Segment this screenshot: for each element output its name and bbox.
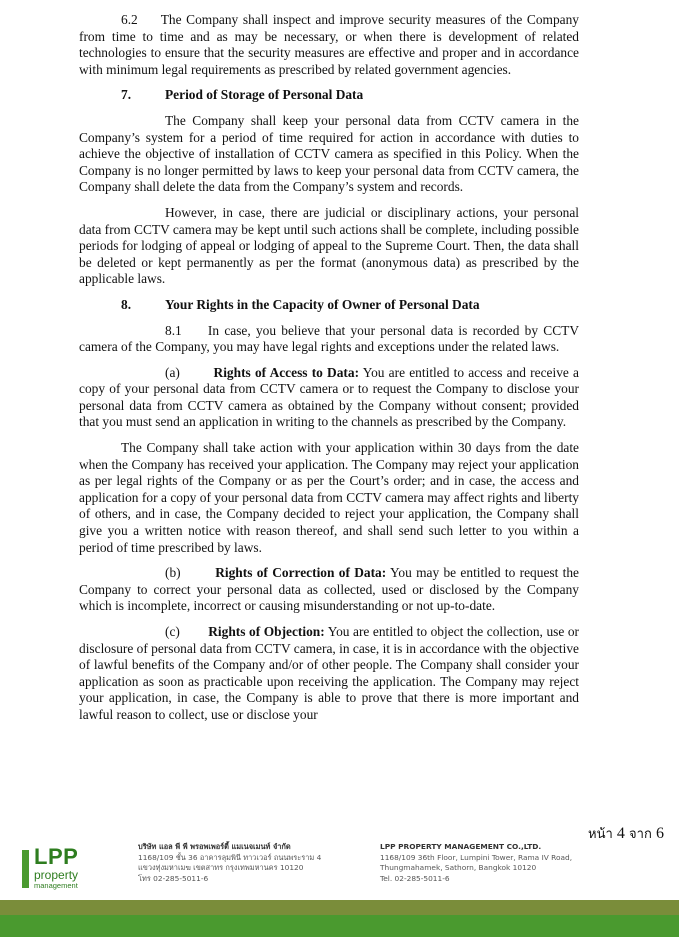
page-of: จาก	[629, 827, 652, 842]
logo-sub1: property	[34, 868, 79, 882]
address-english	[380, 842, 572, 884]
document-body	[79, 12, 579, 733]
paragraph-8-1: 8.1 In case, you believe that your personal data is recorded by CCTV camera of the Company, you may have legal rights and exceptions under the related laws.	[79, 322, 579, 355]
company-logo	[16, 842, 106, 892]
logo-sub2: management	[34, 881, 78, 890]
item-b-title: Rights of Correction of Data:	[215, 565, 387, 581]
page-current: 4	[616, 825, 625, 842]
footer-stripe-bottom	[0, 915, 679, 937]
address-en-line3: Tel. 02-285-5011-6	[380, 873, 450, 883]
page-prefix: หน้า	[588, 827, 613, 842]
paragraph-8-1-a	[79, 365, 579, 431]
item-c-label: (c)	[165, 624, 209, 639]
company-name-th: บริษัท แอล พี พี พรอพเพอร์ตี้ แมเนจเมนท์ จำกัด	[138, 842, 291, 851]
address-th-line2: แขวงทุ่งมหาเมฆ เขตสาทร กรุงเทพมหานคร 10120	[138, 863, 304, 872]
address-en-line2: Thungmahamek, Sathorn, Bangkok 10120	[380, 863, 537, 872]
address-th-line1: 1168/109 ชั้น 36 อาคารลุมพินี ทาวเวอร์ ถนนพระราม 4	[138, 852, 322, 862]
company-name-en: LPP PROPERTY MANAGEMENT CO.,LTD.	[380, 842, 542, 851]
item-a-text: You are entitled to access and receive a copy of your personal data from CCTV camera or to request the Company to disclose your personal data from CCTV camera as obtained by the Company without consent; provided that you must send an application in writing to the channels as prescribed by the Company.	[79, 364, 579, 430]
paragraph-7-2: However, in case, there are judicial or disciplinary actions, your personal data from CCTV camera may be kept until such actions shall be complete, including possible periods for lodging of appeal or lodging of appeal to the Supreme Court. Then, the data shall be deleted or kept permanently as per the format (anonymous data) as prescribed by the applicable laws.	[79, 204, 579, 287]
logo-main: LPP	[34, 844, 79, 869]
item-a-label: (a)	[165, 364, 214, 380]
paragraph-6-2: 6.2 The Company shall inspect and improve security measures of the Company from time to time and as may be necessary, or when there is development of related technologies to ensure that the security measures are effective and proper and in accordance with minimum legal requirements as prescribed by related government agencies.	[79, 12, 579, 77]
address-thai	[138, 842, 321, 884]
paragraph-action: The Company shall take action with your application within 30 days from the date when the Company has received your application. The Company may reject your application as per legal rights of the Company or as per the Court’s order; and in case, the access and application for a copy of your personal data from CCTV camera may affect rights and liberty of others, and in case, the Company decided to reject your application, the Company shall give you a written notice with reason thereof, and shall send such letter to you within a period of time prescribed by laws.	[79, 440, 579, 555]
item-b-label: (b)	[165, 565, 216, 581]
page-total: 6	[655, 825, 664, 842]
section-7-title: Period of Storage of Personal Data	[165, 87, 364, 103]
item-a-title: Rights of Access to Data:	[213, 364, 360, 380]
item-c-text: You are entitled to object the collection, use or disclosure of personal data from CCTV camera, in case, it is in accordance with the objective of lawful benefits of the Company and/or of other people. The Company shall consider your application as soon as practicable upon receiving the application. The Company may reject your application, in case, the Company is able to prove that there is more important and lawful reason to collect, use or disclose your	[79, 624, 580, 722]
paragraph-8-1-c	[79, 624, 579, 724]
section-8-number: 8.	[121, 296, 132, 312]
paragraph-7-1: The Company shall keep your personal data from CCTV camera in the Company’s system for a period of time required for action in accordance with duties to achieve the objective of installation of CCTV camera as specified in this Policy. When the Company is no longer permitted by laws to keep your personal data from CCTV camera, the Company shall delete the data from the Company’s system and records.	[79, 112, 579, 195]
logo-bar-icon	[22, 850, 29, 888]
address-en-line1: 1168/109 36th Floor, Lumpini Tower, Rama IV Road,	[380, 852, 573, 862]
item-c-title: Rights of Objection:	[208, 624, 325, 639]
footer	[0, 838, 679, 937]
section-8-heading	[79, 297, 579, 314]
section-7-heading	[79, 87, 579, 104]
address-th-line3: โทร 02-285-5011-6	[138, 873, 209, 883]
footer-stripe-top	[0, 900, 679, 915]
paragraph-8-1-b	[79, 565, 579, 615]
section-8-title: Your Rights in the Capacity of Owner of Personal Data	[165, 296, 480, 312]
item-b-text: You may be entitled to request the Company to correct your personal data as collected, used or disclosed by the Company which is incomplete, incorrect or causing misunderstanding or not up-to-date.	[79, 565, 579, 614]
section-7-number: 7.	[121, 87, 132, 103]
